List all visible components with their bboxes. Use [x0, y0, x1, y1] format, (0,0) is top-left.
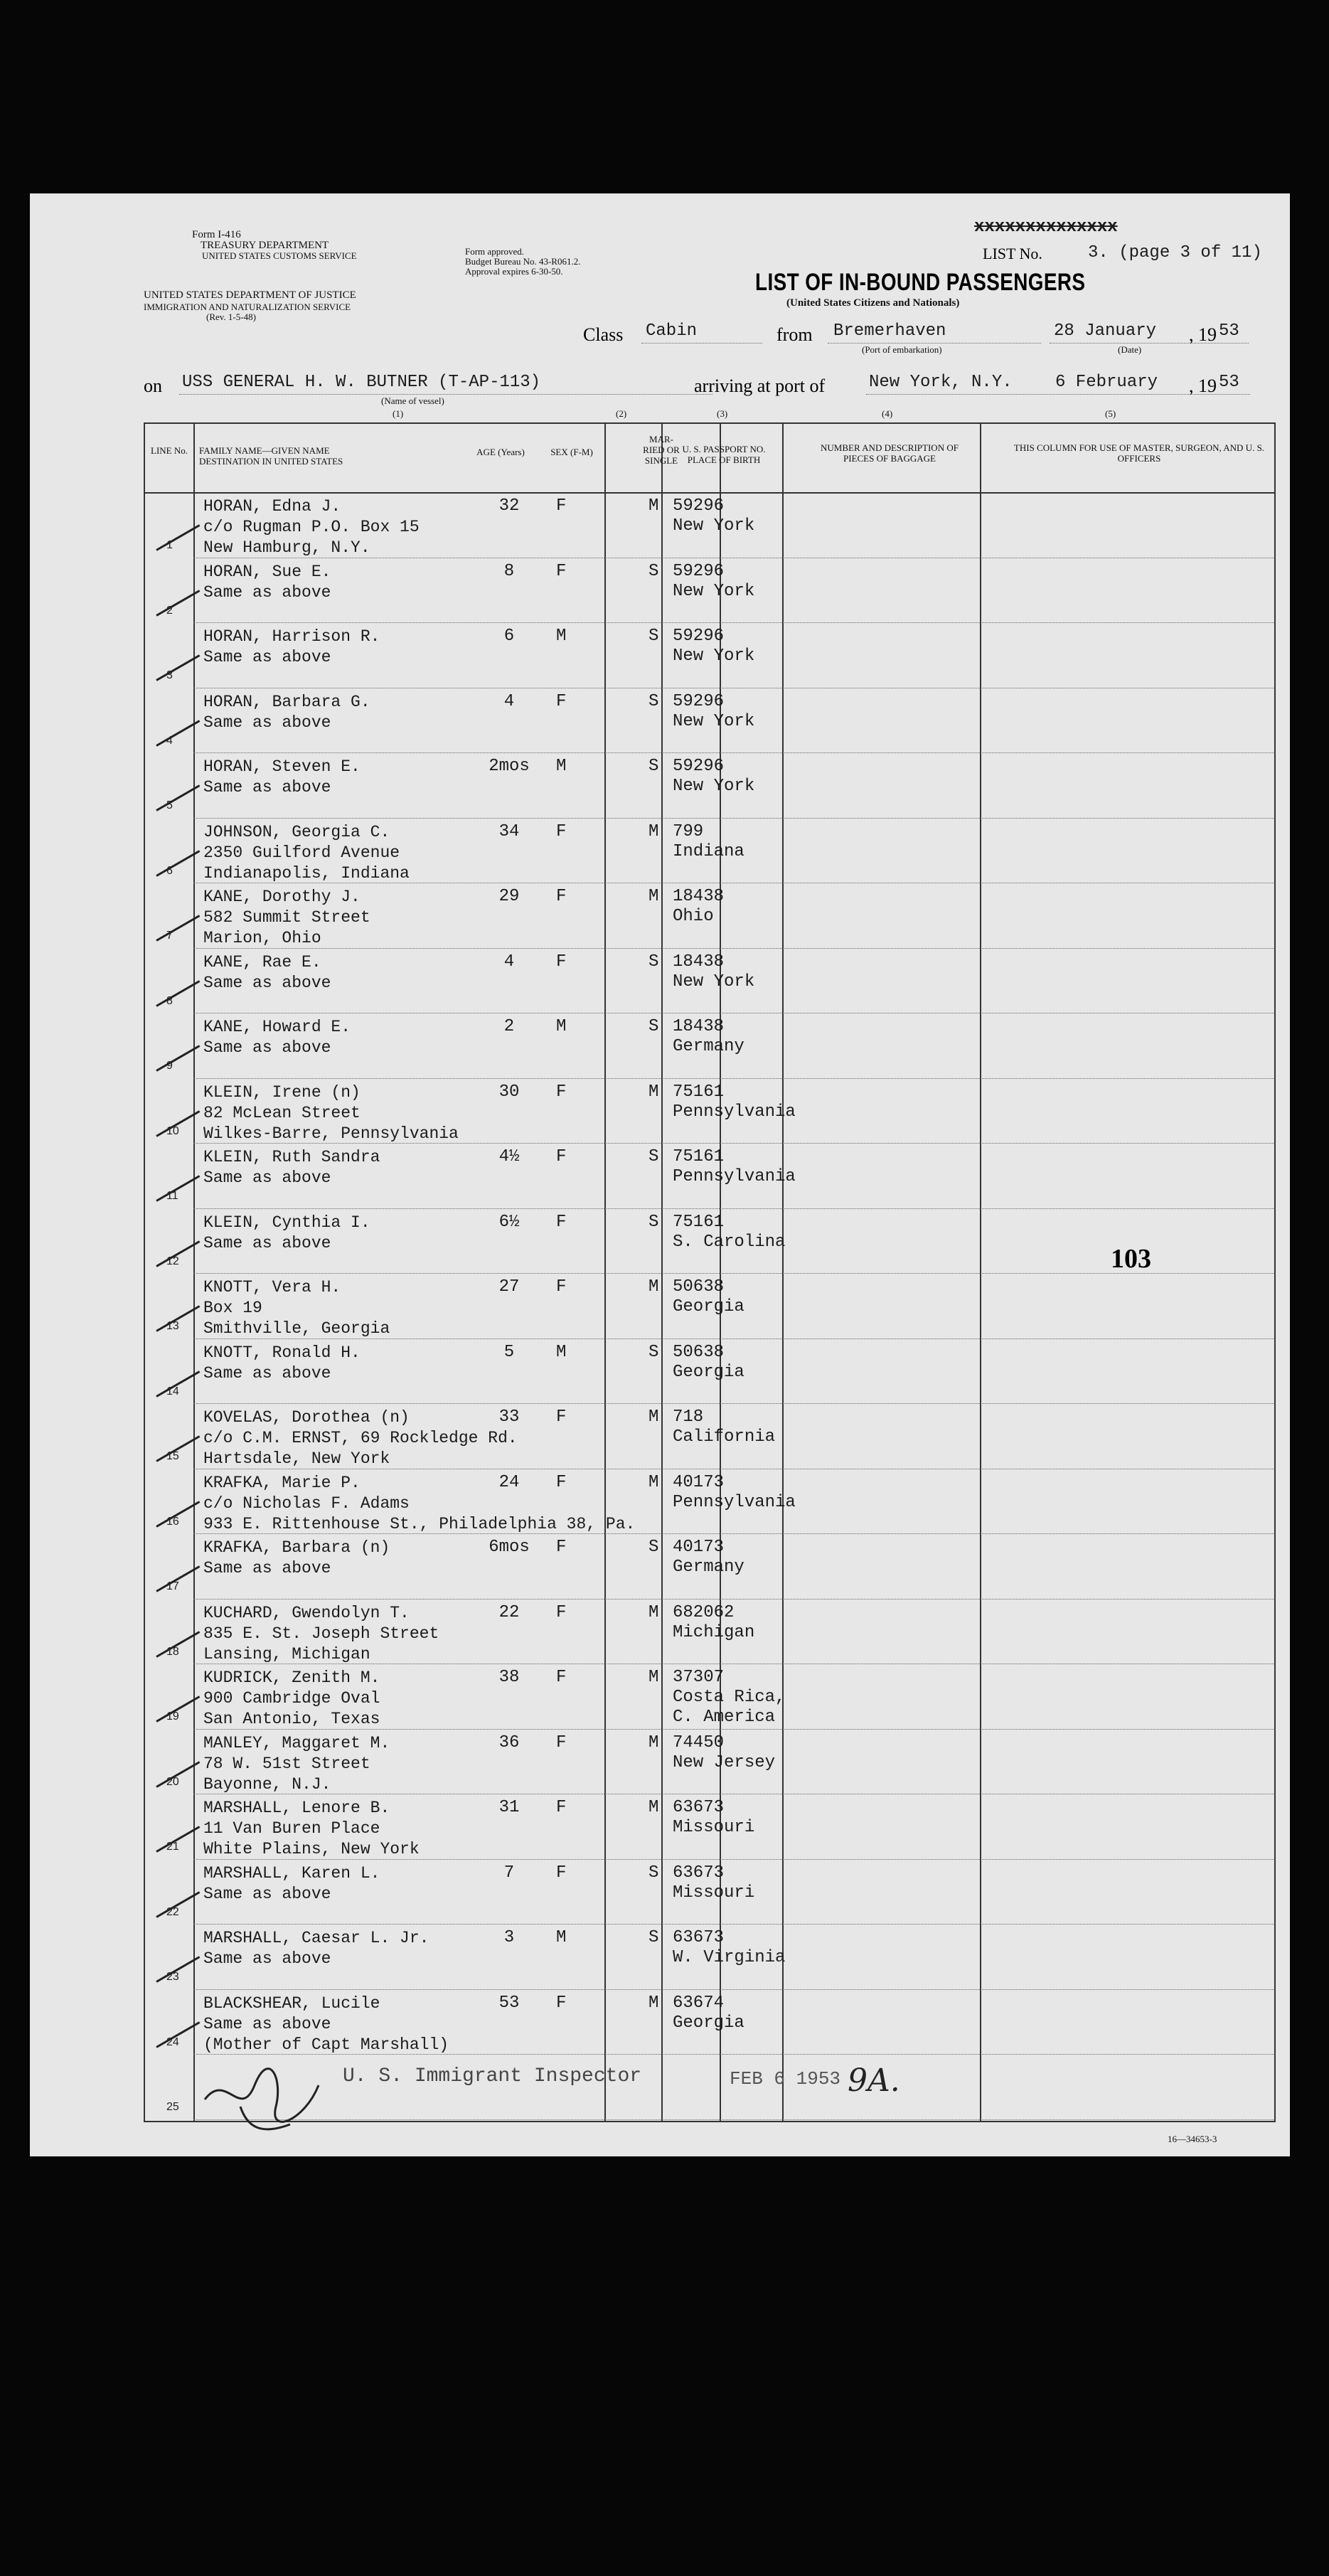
col-num-2: (2): [616, 408, 627, 419]
header-sex: SEX (F-M): [550, 447, 593, 457]
col-divider: [604, 422, 606, 2122]
passenger-sex: M: [556, 1342, 567, 1362]
passenger-name-address: KNOTT, Vera H. Box 19 Smithville, Georgia: [203, 1278, 390, 1338]
port-of-embarkation: Bremerhaven: [833, 321, 946, 341]
line-number: 19: [166, 1710, 179, 1723]
line-number: 11: [166, 1190, 178, 1202]
passenger-age: 2: [503, 1017, 515, 1036]
passport-birthplace: 18438 Ohio: [673, 887, 725, 926]
passenger-sex: M: [556, 1928, 567, 1947]
passenger-name-address: KANE, Dorothy J. 582 Summit Street Marion, Ohio: [203, 888, 370, 947]
line-number: 9: [166, 1060, 173, 1072]
row-separator: [193, 1859, 1276, 1860]
passport-birthplace: 63673 W. Virginia: [673, 1928, 786, 1967]
passport-birthplace: 75161 Pennsylvania: [673, 1082, 796, 1122]
on-label: on: [144, 376, 162, 396]
marital-status: M: [649, 1602, 659, 1622]
passenger-age: 32: [498, 496, 520, 516]
passenger-sex: M: [556, 757, 567, 776]
passenger-name-address: HORAN, Barbara G. Same as above: [203, 692, 370, 732]
passport-birthplace: 50638 Georgia: [673, 1342, 744, 1382]
line-number: 2: [166, 604, 173, 617]
marital-status: M: [649, 1277, 659, 1297]
passenger-sex: F: [556, 952, 567, 972]
passenger-name-address: MARSHALL, Karen L. Same as above: [203, 1863, 380, 1903]
row-separator: [193, 1533, 1276, 1534]
budget-bureau: Budget Bureau No. 43-R061.2.: [465, 256, 581, 267]
passenger-sex: F: [556, 1602, 567, 1622]
passenger-sex: F: [556, 691, 567, 711]
passenger-age: 4: [503, 952, 515, 972]
marital-status: S: [649, 1342, 659, 1362]
passenger-name-address: MARSHALL, Caesar L. Jr. Same as above: [203, 1929, 429, 1968]
marital-status: S: [649, 952, 659, 972]
line-number: 15: [166, 1450, 179, 1462]
line-number: 10: [166, 1124, 179, 1137]
header-bottom-line: [144, 492, 1276, 494]
line-number: 25: [166, 2101, 179, 2113]
departure-year: 53: [1219, 321, 1239, 341]
marital-status: M: [649, 1993, 659, 2013]
passport-birthplace: 59296 New York: [673, 496, 755, 536]
header-age: AGE (Years): [476, 447, 525, 457]
departure-date: 28 January: [1054, 321, 1157, 341]
stamp-number: 103: [1111, 1244, 1151, 1274]
passenger-sex: F: [556, 496, 567, 516]
passenger-age: 4½: [498, 1147, 520, 1166]
passenger-age: 27: [498, 1277, 520, 1297]
line-number: 23: [166, 1971, 179, 1983]
passenger-age: 22: [498, 1602, 520, 1622]
passenger-age: 34: [498, 821, 520, 841]
page-title: LIST OF IN-BOUND PASSENGERS: [755, 269, 1086, 296]
line-number: 6: [166, 864, 173, 877]
passenger-sex: M: [556, 1017, 567, 1036]
row-separator: [193, 2054, 1276, 2055]
customs-service: UNITED STATES CUSTOMS SERVICE: [202, 250, 357, 261]
header-passport: U. S. PASSPORT NO. PLACE OF BIRTH: [682, 444, 766, 465]
passenger-sex: F: [556, 1993, 567, 2013]
passenger-name-address: KUCHARD, Gwendolyn T. 835 E. St. Joseph Street Lansing, Michigan: [203, 1603, 439, 1664]
line-number: 12: [166, 1255, 179, 1267]
passenger-age: 38: [498, 1668, 520, 1687]
passport-birthplace: 59296 New York: [673, 561, 755, 601]
list-number-value: 3. (page 3 of 11): [1088, 243, 1262, 262]
passenger-name-address: HORAN, Sue E. Same as above: [203, 562, 331, 602]
row-separator: [193, 818, 1276, 819]
arriving-label: arriving at port of: [694, 376, 826, 396]
page-subtitle: (United States Citizens and Nationals): [786, 297, 960, 309]
arrival-date: 6 February: [1055, 373, 1158, 392]
header-baggage: NUMBER AND DESCRIPTION OF PIECES OF BAGGAGE: [821, 442, 959, 464]
passenger-name-address: KLEIN, Irene (n) 82 McLean Street Wilkes-Barre, Pennsylvania: [203, 1082, 459, 1143]
header-line-no: LINE No.: [151, 445, 188, 456]
passenger-sex: F: [556, 1538, 567, 1557]
passenger-name-address: MARSHALL, Lenore B. 11 Van Buren Place White Plains, New York: [203, 1799, 420, 1858]
marital-status: S: [649, 1017, 659, 1036]
row-separator: [193, 1143, 1276, 1144]
passenger-name-address: KANE, Howard E. Same as above: [203, 1018, 351, 1057]
year-prefix-2: , 19: [1189, 376, 1217, 396]
marital-status: M: [649, 887, 659, 906]
passenger-name-address: JOHNSON, Georgia C. 2350 Guilford Avenue Indianapolis, Indiana: [203, 822, 410, 883]
passenger-sex: F: [556, 1082, 567, 1102]
signature-scribble: [198, 2057, 333, 2142]
marital-status: S: [649, 757, 659, 776]
passenger-age: 3: [503, 1928, 515, 1947]
passenger-age: 8: [503, 561, 515, 581]
line-number: 7: [166, 930, 173, 942]
marital-status: S: [649, 1928, 659, 1947]
row-separator: [193, 1403, 1276, 1404]
passenger-age: 53: [498, 1993, 520, 2013]
line-number: 1: [166, 539, 173, 551]
passport-birthplace: 37307 Costa Rica, C. America: [673, 1668, 786, 1727]
passenger-age: 6½: [498, 1212, 520, 1232]
line-number: 24: [166, 2035, 179, 2048]
marital-status: S: [649, 1863, 659, 1883]
marital-status: S: [649, 691, 659, 711]
marital-status: S: [649, 561, 659, 581]
col-divider: [980, 422, 981, 2122]
passport-birthplace: 59296 New York: [673, 691, 755, 731]
passport-birthplace: 59296 New York: [673, 757, 755, 796]
row-separator: [193, 2119, 1276, 2120]
inspector-date-stamp: FEB 6 1953: [730, 2068, 841, 2090]
row-separator: [193, 1989, 1276, 1990]
treasury-dept: TREASURY DEPARTMENT: [201, 240, 329, 251]
from-underline: [828, 343, 1041, 344]
passport-birthplace: 59296 New York: [673, 627, 755, 666]
inspector-title: U. S. Immigrant Inspector: [343, 2065, 642, 2087]
form-approved: Form approved.: [465, 246, 525, 257]
handwritten-mark: 9A.: [848, 2063, 900, 2099]
passenger-name-address: MANLEY, Maggaret M. 78 W. 51st Street Bayonne, N.J.: [203, 1733, 390, 1794]
passport-birthplace: 18438 New York: [673, 952, 755, 991]
passport-birthplace: 799 Indiana: [673, 821, 744, 861]
row-separator: [193, 1208, 1276, 1209]
marital-status: S: [649, 1147, 659, 1166]
passport-birthplace: 40173 Pennsylvania: [673, 1472, 796, 1512]
class-value: Cabin: [646, 321, 698, 341]
passenger-age: 5: [503, 1342, 515, 1362]
passenger-age: 24: [498, 1472, 520, 1492]
passport-birthplace: 718 California: [673, 1407, 776, 1447]
passport-birthplace: 75161 S. Carolina: [673, 1212, 786, 1252]
passenger-sex: F: [556, 1407, 567, 1427]
marital-status: S: [649, 627, 659, 646]
passenger-sex: F: [556, 887, 567, 906]
arrival-port: New York, N.Y.: [869, 373, 1013, 392]
passport-birthplace: 63673 Missouri: [673, 1798, 755, 1837]
year-prefix: , 19: [1189, 324, 1217, 345]
list-number-label: LIST No.: [983, 245, 1042, 262]
from-label: from: [776, 324, 813, 345]
header-officers: THIS COLUMN FOR USE OF MASTER, SURGEON, AND U. S. OFFICERS: [1013, 442, 1265, 464]
line-number: 14: [166, 1385, 179, 1398]
footer-code: 16—34653-3: [1168, 2134, 1217, 2144]
marital-status: M: [649, 1082, 659, 1102]
marital-status: M: [649, 821, 659, 841]
passenger-sex: M: [556, 627, 567, 646]
row-separator: [193, 1338, 1276, 1339]
row-separator: [193, 1599, 1276, 1600]
passport-birthplace: 40173 Germany: [673, 1538, 744, 1577]
line-number: 20: [166, 1775, 179, 1788]
marital-status: M: [649, 1798, 659, 1817]
passenger-name-address: KUDRICK, Zenith M. 900 Cambridge Oval San Antonio, Texas: [203, 1668, 380, 1728]
struck-list-text: xxxxxxxxxxxxxx: [974, 218, 1118, 237]
vessel-underline: [179, 394, 712, 395]
col-divider: [193, 422, 195, 2122]
passenger-name-address: KRAFKA, Barbara (n) Same as above: [203, 1538, 390, 1577]
passenger-name-address: HORAN, Harrison R. Same as above: [203, 627, 380, 666]
passenger-age: 6: [503, 627, 515, 646]
passenger-name-address: HORAN, Steven E. Same as above: [203, 757, 361, 797]
passenger-sex: F: [556, 1277, 567, 1297]
marital-status: S: [649, 1212, 659, 1232]
passenger-age: 2mos: [489, 757, 530, 776]
passenger-sex: F: [556, 1798, 567, 1817]
passenger-name-address: HORAN, Edna J. c/o Rugman P.O. Box 15 New Hamburg, N.Y.: [203, 497, 420, 557]
class-underline: [641, 343, 762, 344]
line-number: 17: [166, 1580, 179, 1592]
line-number: 8: [166, 994, 173, 1007]
passenger-sex: F: [556, 1733, 567, 1752]
passenger-age: 36: [498, 1733, 520, 1752]
passenger-name-address: KLEIN, Ruth Sandra Same as above: [203, 1148, 380, 1187]
row-separator: [193, 752, 1276, 753]
passenger-age: 33: [498, 1407, 520, 1427]
passenger-name-address: KLEIN, Cynthia I. Same as above: [203, 1213, 370, 1252]
date-note: (Date): [1118, 344, 1142, 355]
passenger-name-address: KOVELAS, Dorothea (n) c/o C.M. ERNST, 69 Rockledge Rd. Hartsdale, New York: [203, 1408, 518, 1468]
passenger-sex: F: [556, 821, 567, 841]
passenger-sex: F: [556, 1472, 567, 1492]
line-number: 16: [166, 1515, 179, 1528]
passport-birthplace: 50638 Georgia: [673, 1277, 744, 1316]
line-number: 13: [166, 1320, 179, 1332]
date-underline: [1050, 343, 1249, 344]
passport-birthplace: 75161 Pennsylvania: [673, 1147, 796, 1186]
passenger-name-address: KANE, Rae E. Same as above: [203, 952, 331, 992]
marital-status: S: [649, 1538, 659, 1557]
row-separator: [193, 948, 1276, 949]
vessel-note: (Name of vessel): [381, 395, 444, 406]
line-number: 22: [166, 1905, 179, 1918]
row-separator: [193, 1924, 1276, 1925]
row-separator: [193, 1729, 1276, 1730]
col-divider: [661, 422, 663, 2122]
arrival-underline: [866, 394, 1250, 395]
marital-status: M: [649, 1407, 659, 1427]
vessel-name: USS GENERAL H. W. BUTNER (T-AP-113): [182, 373, 541, 392]
class-label: Class: [583, 324, 624, 345]
col-divider: [782, 422, 784, 2122]
passport-birthplace: 63674 Georgia: [673, 1993, 744, 2033]
col-num-4: (4): [882, 408, 893, 419]
passenger-name-address: BLACKSHEAR, Lucile Same as above (Mother of Capt Marshall): [203, 1994, 449, 2054]
line-number: 18: [166, 1645, 179, 1658]
passenger-name-address: KNOTT, Ronald H. Same as above: [203, 1343, 361, 1383]
passenger-sex: F: [556, 561, 567, 581]
row-separator: [193, 1078, 1276, 1079]
col-num-1: (1): [393, 408, 404, 419]
line-number: 21: [166, 1841, 179, 1853]
marital-status: M: [649, 1668, 659, 1687]
passenger-age: 31: [498, 1798, 520, 1817]
passenger-age: 30: [498, 1082, 520, 1102]
line-number: 5: [166, 799, 173, 811]
passenger-sex: F: [556, 1863, 567, 1883]
justice-dept: UNITED STATES DEPARTMENT OF JUSTICE: [144, 289, 356, 301]
col-num-5: (5): [1105, 408, 1116, 419]
form-number: Form I-416: [192, 229, 241, 240]
manifest-page: [30, 193, 1290, 2156]
marital-status: M: [649, 1472, 659, 1492]
passenger-name-address: KRAFKA, Marie P. c/o Nicholas F. Adams 933 E. Rittenhouse St., Philadelphia 38, Pa.: [203, 1473, 636, 1533]
marital-status: M: [649, 1733, 659, 1752]
ins-service: IMMIGRATION AND NATURALIZATION SERVICE: [144, 302, 351, 312]
inspector-signature: [198, 2057, 333, 2146]
passport-birthplace: 74450 New Jersey: [673, 1733, 776, 1772]
passport-birthplace: 63673 Missouri: [673, 1863, 755, 1902]
passport-birthplace: 18438 Germany: [673, 1017, 744, 1056]
arrival-year: 53: [1219, 373, 1239, 392]
passenger-age: 29: [498, 887, 520, 906]
header-name: FAMILY NAME—GIVEN NAME DESTINATION IN UNITED STATES: [199, 445, 343, 467]
passenger-sex: F: [556, 1147, 567, 1166]
passenger-sex: F: [556, 1212, 567, 1232]
passenger-sex: F: [556, 1668, 567, 1687]
line-number: 4: [166, 734, 173, 747]
marital-status: M: [649, 496, 659, 516]
passenger-age: 6mos: [489, 1538, 530, 1557]
passenger-age: 4: [503, 691, 515, 711]
passport-birthplace: 682062 Michigan: [673, 1602, 755, 1642]
header-married: MAR-RIED OR SINGLE: [643, 434, 680, 466]
col-num-3: (3): [717, 408, 728, 419]
row-separator: [193, 622, 1276, 623]
passenger-age: 7: [503, 1863, 515, 1883]
line-number: 3: [166, 669, 173, 681]
approval-expires: Approval expires 6-30-50.: [465, 266, 563, 277]
port-note: (Port of embarkation): [862, 344, 942, 355]
form-revision: (Rev. 1-5-48): [206, 312, 256, 322]
